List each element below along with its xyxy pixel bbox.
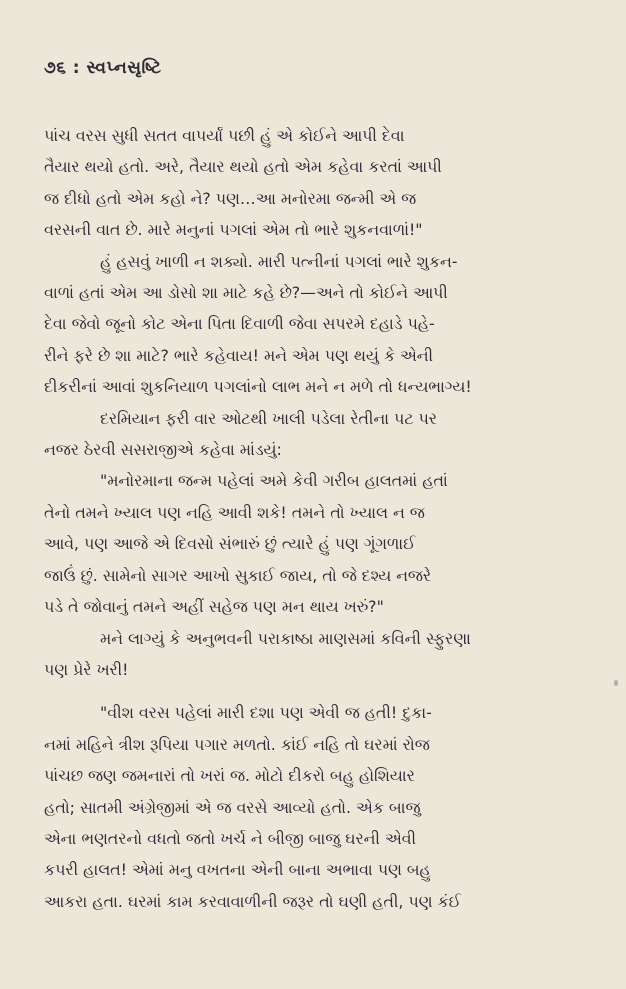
text-line: તૈયાર થયો હતો. અરે, તૈયાર થયો હતો એમ કહેવા કરતાં આપી: [44, 157, 442, 177]
text-line: દરમિયાન ફરી વાર ઓટથી ખાલી પડેલા રેતીના પટ પર: [100, 408, 437, 428]
paragraph: [44, 403, 596, 466]
text-line: આવે, પણ આજે એ દિવસો સંભારું છું ત્યારે હું પણ ગૂંગળાઈ: [44, 534, 416, 554]
text-line: દેવા જેવો જૂનો કોટ એના પિતા દિવાળી જેવા સપરમે દહાડે પહે-: [44, 314, 435, 334]
text-line: પાંચ વરસ સુધી સતત વાપર્યાં પછી હું એ કોઈને આપી દેવા: [44, 126, 405, 145]
paragraph: [44, 697, 596, 917]
paragraph: [44, 120, 596, 246]
text-line: નમાં મહિને ત્રીશ રૂપિયા પગાર મળતો. કાંઈ નહિ તો ઘરમાં રોજ: [44, 734, 430, 754]
text-line: દીકરીનાં આવાં શુકનિયાળ પગલાંનો લાભ મને ન મળે તો ધન્યભાગ્ય!: [44, 377, 472, 397]
body-text: [44, 120, 596, 917]
text-line: મને લાગ્યું કે અનુભવની પરાકાષ્ઠા માણસમાં કવિની સ્ફુરણા: [100, 628, 471, 648]
text-line: આકરા હતા. ઘરમાં કામ કરવાવાળીની જરૂર તો ઘણી હતી, પણ કંઈ: [44, 891, 461, 911]
text-line: વરસની વાત છે. મારે મનુનાં પગલાં એમ તો ભારે શુકનવાળાં!": [44, 220, 423, 240]
margin-mark: [614, 680, 618, 686]
text-line: કપરી હાલત! એમાં મનુ વખતના એની બાના અભાવા પણ બહુ: [44, 860, 431, 880]
text-line: પાંચછ જણ જમનારાં તો ખરાં જ. મોટો દીકરો બહુ હોશિયાર: [44, 766, 415, 786]
paragraph: [44, 623, 596, 686]
text-line: તેનો તમને ખ્યાલ પણ નહિ આવી શકે! તમને તો ખ્યાલ ન જ: [44, 502, 425, 522]
paragraph: [44, 465, 596, 622]
paragraph: [44, 246, 596, 403]
running-header: ૭૬ : સ્વપ્નસૃષ્ટિ: [44, 58, 162, 78]
text-line: "વીશ વરસ પહેલાં મારી દશા પણ એવી જ હતી! દુકા-: [100, 703, 432, 723]
text-line: રીને ફરે છે શા માટે? ભારે કહેવાય! મને એમ પણ થયું કે એની: [44, 345, 433, 365]
text-line: હતો; સાતમી અંગ્રેજીમાં એ જ વરસે આવ્યો હતો. એક બાજુ: [44, 797, 421, 817]
text-line: પણ પ્રેરે ખરી!: [44, 659, 129, 679]
text-line: નજર ઠેરવી સસરાજીએ કહેવા માંડયું:: [44, 440, 282, 460]
text-line: જાઉં છું. સામેનો સાગર આખો સુકાઈ જાય, તો જે દશ્ય નજરે: [44, 565, 432, 585]
text-line: વાળાં હતાં એમ આ ડોસો શા માટે કહે છે?—અને તો કોઈને આપી: [44, 283, 448, 303]
text-line: જ દીધો હતો એમ કહો ને? પણ…આ મનોરમા જન્મી એ જ: [44, 188, 417, 208]
text-line: હું હસવું ખાળી ન શક્યો. મારી પત્નીનાં પગલાં ભારે શુકન-: [100, 251, 458, 271]
text-line: "મનોરમાના જન્મ પહેલાં અમે કેવી ગરીબ હાલતમાં હતાં: [100, 471, 448, 491]
text-line: એના ભણતરનો વધતો જતો ખર્ચ ને બીજી બાજુ ઘરની એવી: [44, 828, 416, 848]
text-line: પડે તે જોવાનું તમને અહીં સહેજ પણ મન થાય ખરું?": [44, 597, 384, 617]
